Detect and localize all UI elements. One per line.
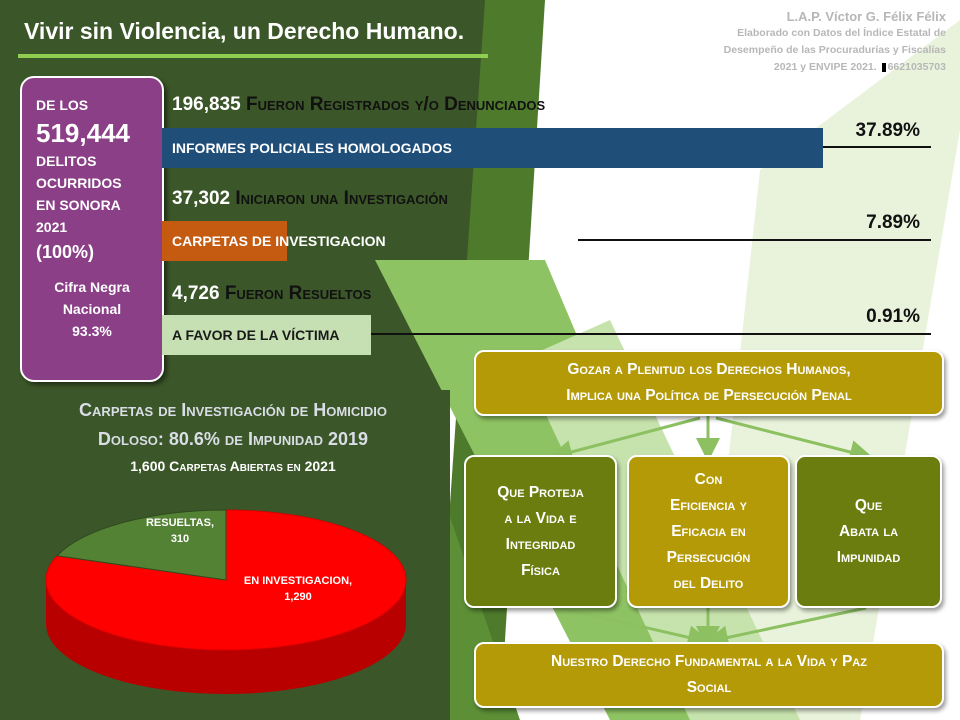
bar-2-number: 37,302 [172,188,231,209]
credits [646,8,946,76]
summary-line-1: DELITOS [36,153,97,169]
right-line-3: Impunidad [836,548,901,566]
bar-3-number: 4,726 [172,283,220,304]
author: L.A.P. Víctor G. Félix Félix [786,9,946,24]
bar-2-label: CARPETAS DE INVESTIGACION [172,233,386,249]
diagram-center-box [627,455,790,608]
bar-1-underline [823,146,931,148]
page-title: Vivir sin Violencia, un Derecho Humano. [24,18,465,44]
bar-1-heading [172,94,545,116]
diagram-left-box [464,455,617,608]
bar-2 [162,221,386,261]
bar-3-percent: 0.91% [866,306,920,327]
bar-1-label: INFORMES POLICIALES HOMOLOGADOS [172,140,453,156]
summary-year: 2021 [36,219,68,235]
credit-line-1: Elaborado con Datos del Índice Estatal de [737,27,946,39]
summary-prefix: DE LOS [36,97,89,113]
summary-share: (100%) [36,242,95,262]
diagram-top-box [474,350,944,416]
bar-3 [162,315,371,355]
bar-1-heading-text: Fueron Registrados y/o Denunciados [245,94,546,115]
center-line-5: del Delito [673,574,744,592]
bar-3-underline [371,333,931,335]
right-line-1: Que [854,496,883,514]
left-line-3: Integridad [505,535,576,553]
center-line-3: Eficacia en [671,522,746,540]
bar-1 [162,128,823,168]
left-line-2: a la Vida e [504,509,577,527]
phone-icon [882,63,886,72]
diagram-bottom-line-2: Social [686,679,732,696]
bar-3-heading [172,283,371,305]
bar-2-heading [172,188,448,210]
diagram-top-line-1: Gozar a Plenitud los Derechos Humanos, [567,361,851,378]
pie-value-resueltas: 310 [170,533,190,545]
pie-chart [36,490,436,710]
credit-line-3 [646,59,946,76]
phone-number: 6621035703 [887,61,946,73]
diagram-bottom-box [474,642,944,708]
title-underline [18,54,488,58]
cifra-label-2: Nacional [62,301,122,317]
cifra-value: 93.3% [72,323,112,339]
diagram-bottom-line-1: Nuestro Derecho Fundamental a la Vida y Paz [551,653,867,670]
center-line-2: Eficiencia y [670,496,747,514]
diagram-right-box [795,455,942,608]
pie-label-en-investigacion: EN INVESTIGACION, [243,575,353,587]
bar-2-heading-text: Iniciaron una Investigación [235,188,448,209]
pie-value-en-investigacion: 1,290 [284,591,312,603]
bar-3-label: A FAVOR DE LA VÍCTIMA [172,327,340,343]
credit-line-2: Desempeño de las Procuradurías y Fiscalías [723,44,946,56]
bar-2-underline [578,239,931,241]
bar-3-heading-text: Fueron Resueltos [224,283,372,304]
bar-1-number: 196,835 [172,94,241,115]
diagram-top-line-2: Implica una Política de Persecución Penal [566,387,852,404]
summary-total: 519,444 [36,118,130,148]
left-line-4: Física [521,561,560,579]
credit-line-3-text: 2021 y ENVIPE 2021. [773,61,877,73]
center-line-4: Persecución [666,548,751,566]
cifra-label-1: Cifra Negra [54,279,130,295]
bar-2-percent: 7.89% [866,212,920,233]
pie-title-line-2: Doloso: 80.6% de Impunidad 2019 [97,429,369,449]
pie-title [18,396,448,454]
pie-subtitle: 1,600 Carpetas Abiertas en 2021 [130,458,336,474]
summary-line-3: EN SONORA [36,197,121,213]
center-line-1: Con [694,470,723,488]
left-line-1: Que Proteja [497,483,584,501]
summary-line-2: OCURRIDOS [36,175,122,191]
bar-1-percent: 37.89% [855,120,920,141]
right-line-2: Abata la [838,522,899,540]
pie-label-resueltas: RESUELTAS, [145,517,215,529]
summary-box [20,76,164,382]
pie-title-line-1: Carpetas de Investigación de Homicidio [79,400,387,420]
